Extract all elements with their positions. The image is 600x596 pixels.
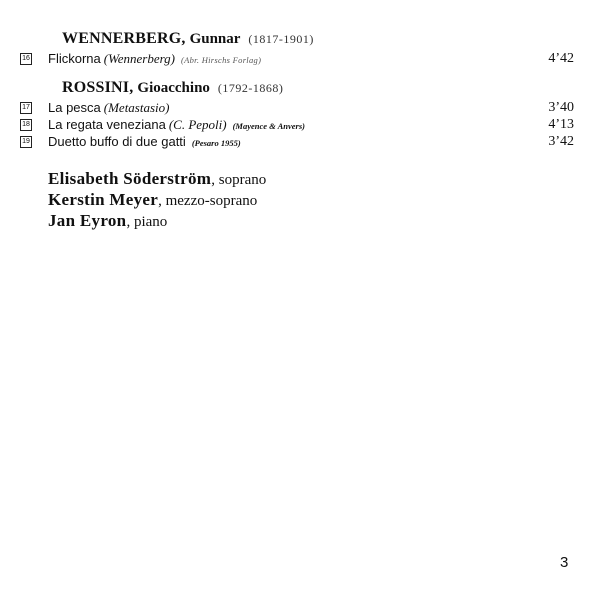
track-number-badge: 19	[20, 136, 32, 148]
composer-dates: (1792-1868)	[217, 81, 284, 95]
composer-surname: WENNERBERG,	[62, 30, 186, 47]
track-number-badge: 18	[20, 119, 32, 131]
composer-dates: (1817-1901)	[248, 32, 314, 46]
composer-block-rossini	[20, 77, 580, 150]
track-text	[48, 50, 261, 69]
performer-role: , mezzo-soprano	[158, 193, 258, 209]
performer-entry	[48, 168, 266, 189]
track-duration: 3’40	[548, 100, 574, 115]
track-row	[20, 50, 580, 67]
composer-heading	[62, 28, 580, 50]
track-title: La regata veneziana	[48, 117, 166, 132]
performer-entry	[48, 210, 266, 231]
track-duration: 4’42	[548, 51, 574, 66]
track-publisher: (Pesaro 1955)	[191, 138, 241, 148]
track-title: La pesca	[48, 100, 101, 115]
track-number-badge: 16	[20, 53, 32, 65]
track-title: Flickorna	[48, 51, 101, 66]
track-row	[20, 99, 580, 116]
composer-block-wennerberg	[20, 28, 580, 67]
composer-heading	[62, 77, 580, 99]
performers-list	[48, 168, 266, 231]
performer-role: , soprano	[211, 172, 267, 188]
track-text	[48, 99, 169, 116]
track-duration: 4’13	[548, 117, 574, 132]
performer-name: Elisabeth Söderström	[48, 169, 212, 188]
track-number-badge: 17	[20, 102, 32, 114]
track-row	[20, 116, 580, 133]
track-publisher: (Mayence & Anvers)	[232, 121, 305, 131]
track-row	[20, 133, 580, 150]
performer-role: , piano	[126, 214, 168, 230]
page-number: 3	[560, 554, 569, 571]
track-title: Duetto buffo di due gatti	[48, 134, 186, 149]
track-text	[48, 133, 241, 152]
track-lyricist: (Metastasio)	[103, 100, 170, 115]
composer-first-name: Gunnar	[189, 31, 241, 47]
composer-first-name: Gioacchino	[137, 80, 210, 96]
composer-surname: ROSSINI,	[62, 79, 134, 96]
track-lyricist: (C. Pepoli)	[168, 117, 227, 132]
performer-name: Jan Eyron	[48, 211, 127, 230]
performer-name: Kerstin Meyer	[48, 190, 159, 209]
track-duration: 3’42	[548, 134, 574, 149]
track-lyricist: (Wennerberg)	[103, 51, 175, 66]
performer-entry	[48, 189, 266, 210]
track-publisher: (Abr. Hirschs Forlag)	[181, 55, 262, 65]
